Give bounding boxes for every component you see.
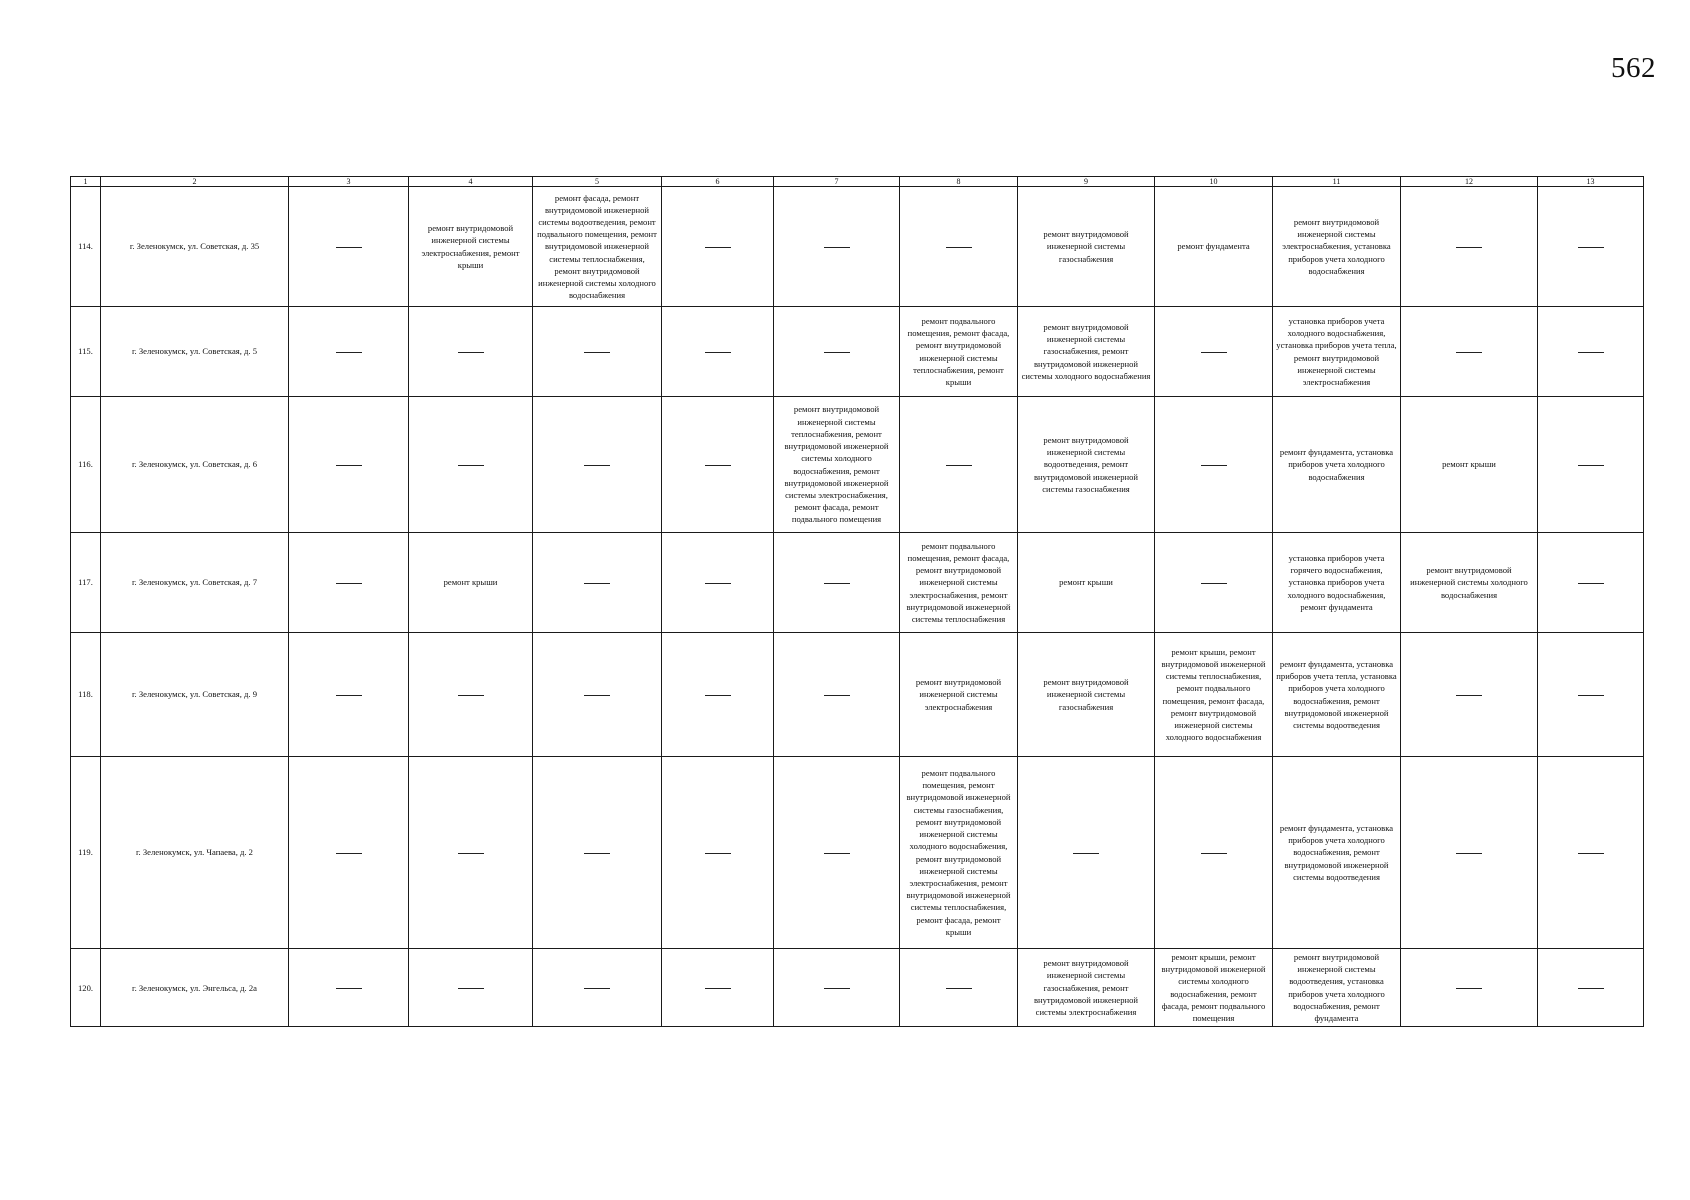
dash-mark — [584, 352, 610, 353]
empty-cell — [409, 397, 533, 533]
address-cell: г. Зеленокумск, ул. Советская, д. 6 — [101, 397, 289, 533]
dash-mark — [705, 465, 731, 466]
empty-cell — [900, 187, 1018, 307]
work-cell: ремонт фасада, ремонт внутридомовой инженерной системы водоотведения, ремонт подвального помещения, ремонт внутридомовой инженерной системы теплоснабжения, ремонт внутридомовой инженерной системы холодного водоснабжения — [533, 187, 662, 307]
empty-cell — [662, 307, 774, 397]
empty-cell — [1401, 307, 1538, 397]
dash-mark — [584, 988, 610, 989]
empty-cell — [1401, 187, 1538, 307]
dash-mark — [584, 583, 610, 584]
dash-mark — [1578, 695, 1604, 696]
column-number-row — [71, 177, 1644, 187]
dash-mark — [824, 853, 850, 854]
empty-cell — [533, 949, 662, 1027]
empty-cell — [533, 533, 662, 633]
empty-cell — [409, 757, 533, 949]
empty-cell — [533, 757, 662, 949]
dash-mark — [705, 853, 731, 854]
dash-mark — [705, 583, 731, 584]
row-number: 120. — [71, 949, 101, 1027]
work-cell: ремонт внутридомовой инженерной системы теплоснабжения, ремонт внутридомовой инженерной системы холодного водоснабжения, ремонт внутридомовой инженерной системы электроснабжения, ремонт фасада, ремонт подвального помещения — [774, 397, 900, 533]
empty-cell — [409, 307, 533, 397]
work-cell: ремонт фундамента, установка приборов учета холодного водоснабжения — [1273, 397, 1401, 533]
empty-cell — [1018, 757, 1155, 949]
work-cell: ремонт внутридомовой инженерной системы газоснабжения, ремонт внутридомовой инженерной системы электроснабжения — [1018, 949, 1155, 1027]
dash-mark — [458, 352, 484, 353]
dash-mark — [458, 853, 484, 854]
empty-cell — [900, 397, 1018, 533]
dash-mark — [336, 352, 362, 353]
empty-cell — [1401, 633, 1538, 757]
table-body — [71, 187, 1644, 1027]
dash-mark — [336, 247, 362, 248]
column-number-2: 2 — [101, 177, 289, 187]
table-row — [71, 757, 1644, 949]
address-cell: г. Зеленокумск, ул. Советская, д. 35 — [101, 187, 289, 307]
address-cell: г. Зеленокумск, ул. Советская, д. 7 — [101, 533, 289, 633]
column-number-7: 7 — [774, 177, 900, 187]
work-cell: ремонт крыши — [409, 533, 533, 633]
empty-cell — [662, 397, 774, 533]
work-cell: ремонт подвального помещения, ремонт фасада, ремонт внутридомовой инженерной системы теплоснабжения, ремонт крыши — [900, 307, 1018, 397]
empty-cell — [1538, 307, 1644, 397]
empty-cell — [1538, 949, 1644, 1027]
table-row — [71, 397, 1644, 533]
dash-mark — [1073, 853, 1099, 854]
empty-cell — [1538, 757, 1644, 949]
empty-cell — [533, 397, 662, 533]
column-number-8: 8 — [900, 177, 1018, 187]
empty-cell — [289, 633, 409, 757]
dash-mark — [705, 695, 731, 696]
empty-cell — [662, 533, 774, 633]
dash-mark — [1578, 988, 1604, 989]
dash-mark — [336, 988, 362, 989]
row-number: 116. — [71, 397, 101, 533]
dash-mark — [1456, 247, 1482, 248]
work-cell: ремонт внутридомовой инженерной системы электроснабжения — [900, 633, 1018, 757]
empty-cell — [774, 533, 900, 633]
empty-cell — [900, 949, 1018, 1027]
address-cell: г. Зеленокумск, ул. Чапаева, д. 2 — [101, 757, 289, 949]
dash-mark — [1201, 853, 1227, 854]
table-row — [71, 307, 1644, 397]
dash-mark — [824, 352, 850, 353]
dash-mark — [705, 352, 731, 353]
empty-cell — [774, 949, 900, 1027]
dash-mark — [458, 695, 484, 696]
work-cell: ремонт фундамента, установка приборов учета тепла, установка приборов учета холодного водоснабжения, ремонт внутридомовой инженерной системы водоотведения — [1273, 633, 1401, 757]
empty-cell — [533, 633, 662, 757]
row-number: 118. — [71, 633, 101, 757]
empty-cell — [1155, 397, 1273, 533]
table-row — [71, 949, 1644, 1027]
empty-cell — [662, 633, 774, 757]
dash-mark — [946, 988, 972, 989]
work-cell: ремонт фундамента, установка приборов учета холодного водоснабжения, ремонт внутридомовой инженерной системы водоотведения — [1273, 757, 1401, 949]
column-number-13: 13 — [1538, 177, 1644, 187]
empty-cell — [289, 949, 409, 1027]
column-number-4: 4 — [409, 177, 533, 187]
work-cell: ремонт подвального помещения, ремонт внутридомовой инженерной системы газоснабжения, ремонт внутридомовой инженерной системы холодного водоснабжения, ремонт внутридомовой инженерной системы электроснабжения, ремонт внутридомовой инженерной системы теплоснабжения, ремонт фасада, ремонт крыши — [900, 757, 1018, 949]
work-cell: ремонт внутридомовой инженерной системы водоотведения, ремонт внутридомовой инженерной системы газоснабжения — [1018, 397, 1155, 533]
address-cell: г. Зеленокумск, ул. Советская, д. 5 — [101, 307, 289, 397]
empty-cell — [409, 949, 533, 1027]
works-table-container — [70, 176, 1644, 1027]
empty-cell — [1538, 397, 1644, 533]
dash-mark — [705, 988, 731, 989]
empty-cell — [662, 949, 774, 1027]
work-cell: ремонт крыши, ремонт внутридомовой инженерной системы холодного водоснабжения, ремонт фасада, ремонт подвального помещения — [1155, 949, 1273, 1027]
empty-cell — [1538, 533, 1644, 633]
empty-cell — [774, 633, 900, 757]
work-cell: ремонт внутридомовой инженерной системы электроснабжения, установка приборов учета холодного водоснабжения — [1273, 187, 1401, 307]
dash-mark — [336, 583, 362, 584]
column-number-9: 9 — [1018, 177, 1155, 187]
work-cell: ремонт внутридомовой инженерной системы холодного водоснабжения — [1401, 533, 1538, 633]
column-number-1: 1 — [71, 177, 101, 187]
empty-cell — [1155, 533, 1273, 633]
dash-mark — [946, 247, 972, 248]
empty-cell — [289, 307, 409, 397]
empty-cell — [774, 187, 900, 307]
empty-cell — [409, 633, 533, 757]
dash-mark — [1456, 853, 1482, 854]
dash-mark — [824, 695, 850, 696]
address-cell: г. Зеленокумск, ул. Энгельса, д. 2а — [101, 949, 289, 1027]
dash-mark — [1578, 352, 1604, 353]
empty-cell — [1538, 187, 1644, 307]
dash-mark — [1578, 465, 1604, 466]
work-cell: ремонт подвального помещения, ремонт фасада, ремонт внутридомовой инженерной системы электроснабжения, ремонт внутридомовой инженерной системы теплоснабжения — [900, 533, 1018, 633]
row-number: 114. — [71, 187, 101, 307]
dash-mark — [336, 853, 362, 854]
work-cell: ремонт внутридомовой инженерной системы водоотведения, установка приборов учета холодного водоснабжения, ремонт фундамента — [1273, 949, 1401, 1027]
empty-cell — [1155, 757, 1273, 949]
dash-mark — [336, 465, 362, 466]
dash-mark — [584, 695, 610, 696]
work-cell: ремонт крыши — [1401, 397, 1538, 533]
work-cell: ремонт фундамента — [1155, 187, 1273, 307]
dash-mark — [336, 695, 362, 696]
table-row — [71, 187, 1644, 307]
column-number-11: 11 — [1273, 177, 1401, 187]
dash-mark — [1456, 988, 1482, 989]
work-cell: ремонт внутридомовой инженерной системы газоснабжения, ремонт внутридомовой инженерной системы холодного водоснабжения — [1018, 307, 1155, 397]
empty-cell — [289, 533, 409, 633]
work-cell: ремонт внутридомовой инженерной системы газоснабжения — [1018, 633, 1155, 757]
dash-mark — [458, 988, 484, 989]
dash-mark — [1578, 583, 1604, 584]
dash-mark — [1456, 695, 1482, 696]
column-number-10: 10 — [1155, 177, 1273, 187]
table-row — [71, 633, 1644, 757]
table-row — [71, 533, 1644, 633]
empty-cell — [289, 397, 409, 533]
empty-cell — [774, 307, 900, 397]
empty-cell — [662, 757, 774, 949]
dash-mark — [458, 465, 484, 466]
dash-mark — [946, 465, 972, 466]
dash-mark — [584, 465, 610, 466]
work-cell: установка приборов учета холодного водоснабжения, установка приборов учета тепла, ремонт внутридомовой инженерной системы электроснабжения — [1273, 307, 1401, 397]
work-cell: ремонт внутридомовой инженерной системы газоснабжения — [1018, 187, 1155, 307]
dash-mark — [824, 988, 850, 989]
address-cell: г. Зеленокумск, ул. Советская, д. 9 — [101, 633, 289, 757]
dash-mark — [584, 853, 610, 854]
dash-mark — [824, 583, 850, 584]
dash-mark — [1456, 352, 1482, 353]
work-cell: ремонт внутридомовой инженерной системы электроснабжения, ремонт крыши — [409, 187, 533, 307]
page-number: 562 — [1611, 52, 1656, 84]
empty-cell — [774, 757, 900, 949]
empty-cell — [1401, 757, 1538, 949]
column-number-12: 12 — [1401, 177, 1538, 187]
empty-cell — [1155, 307, 1273, 397]
row-number: 119. — [71, 757, 101, 949]
work-cell: ремонт крыши — [1018, 533, 1155, 633]
row-number: 117. — [71, 533, 101, 633]
empty-cell — [662, 187, 774, 307]
dash-mark — [1578, 247, 1604, 248]
empty-cell — [533, 307, 662, 397]
dash-mark — [824, 247, 850, 248]
dash-mark — [705, 247, 731, 248]
row-number: 115. — [71, 307, 101, 397]
work-cell: ремонт крыши, ремонт внутридомовой инженерной системы теплоснабжения, ремонт подвального помещения, ремонт фасада, ремонт внутридомовой инженерной системы холодного водоснабжения — [1155, 633, 1273, 757]
work-cell: установка приборов учета горячего водоснабжения, установка приборов учета холодного водоснабжения, ремонт фундамента — [1273, 533, 1401, 633]
works-table — [70, 176, 1644, 1027]
empty-cell — [289, 187, 409, 307]
dash-mark — [1201, 465, 1227, 466]
empty-cell — [289, 757, 409, 949]
column-number-3: 3 — [289, 177, 409, 187]
column-number-5: 5 — [533, 177, 662, 187]
dash-mark — [1578, 853, 1604, 854]
dash-mark — [1201, 583, 1227, 584]
dash-mark — [1201, 352, 1227, 353]
column-number-6: 6 — [662, 177, 774, 187]
empty-cell — [1538, 633, 1644, 757]
empty-cell — [1401, 949, 1538, 1027]
